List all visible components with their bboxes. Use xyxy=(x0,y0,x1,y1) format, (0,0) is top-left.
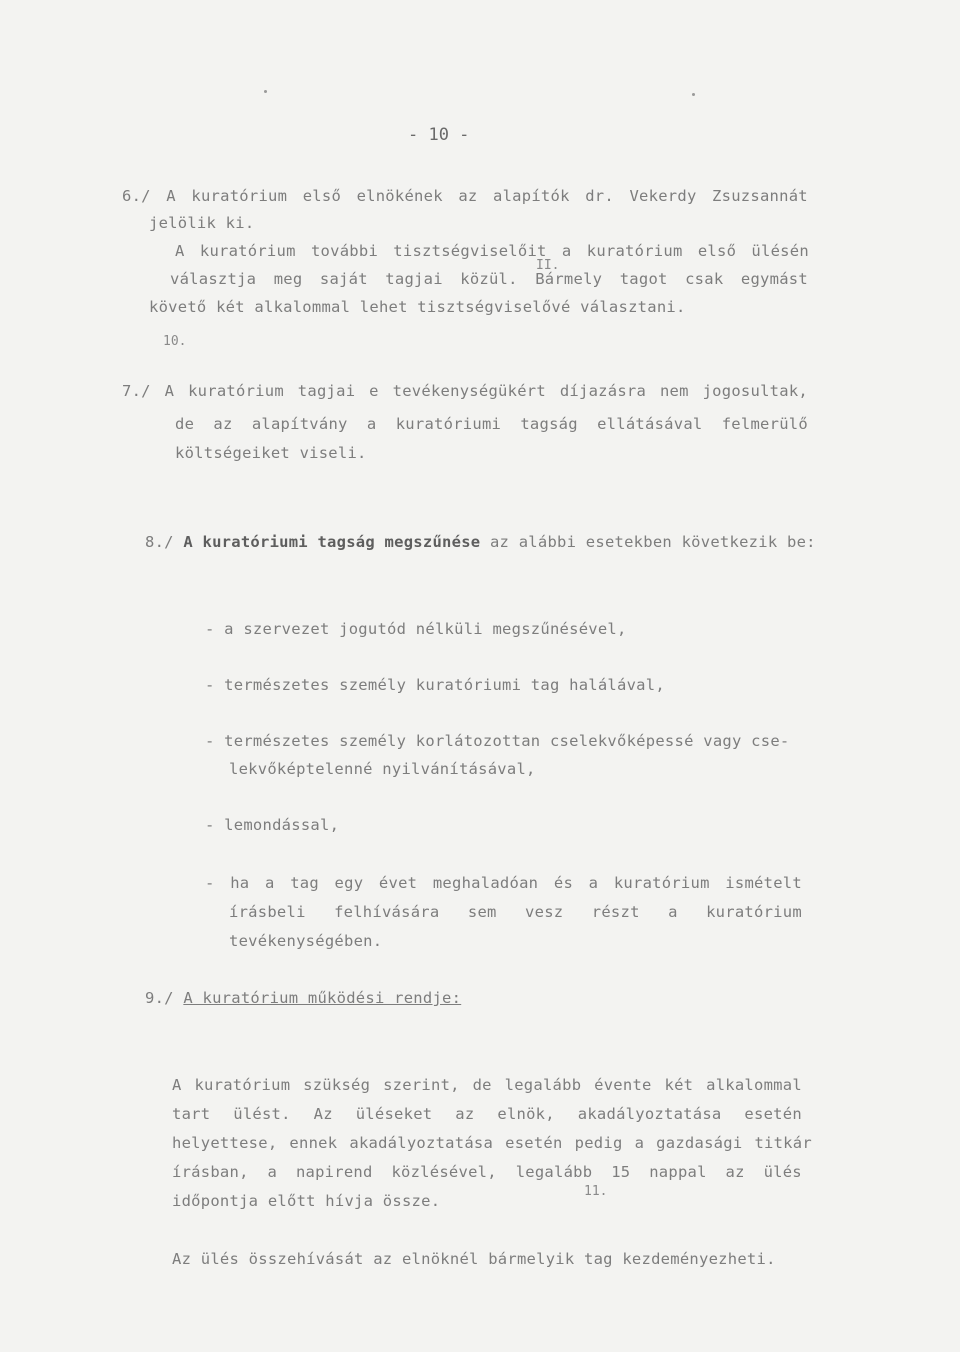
paragraph-6-line-4: választja meg saját tagjai közül. Bármely tagot csak egymást xyxy=(170,270,808,288)
handwritten-mark: II. xyxy=(536,258,560,273)
handwritten-mark: 11. xyxy=(584,1184,608,1199)
paragraph-6-line-5: követő két alkalommal lehet tisztségviselővé választani. xyxy=(149,298,686,316)
paragraph-7-line-2: de az alapítvány a kuratóriumi tagság ellátásával felmerülő xyxy=(175,415,808,433)
paragraph-8-rest: az alábbi esetekben következik be: xyxy=(480,533,816,551)
paragraph-8-heading xyxy=(145,532,816,552)
list-item: - lemondással, xyxy=(205,816,340,834)
list-item: - természetes személy kuratóriumi tag halálával, xyxy=(205,676,665,694)
paragraph-9-line-3: helyettese, ennek akadályoztatása esetén pedig a gazdasági titkár xyxy=(172,1134,812,1152)
scan-speck xyxy=(692,93,695,96)
list-item-continuation: írásbeli felhívására sem vesz részt a kuratórium xyxy=(229,903,802,921)
list-item: - a szervezet jogutód nélküli megszűnésével, xyxy=(205,620,627,638)
paragraph-9-heading xyxy=(145,988,461,1008)
list-item-continuation: lekvőképtelenné nyilvánításával, xyxy=(229,760,536,778)
paragraph-9-line-1: A kuratórium szükség szerint, de legalább évente két alkalommal xyxy=(172,1076,802,1094)
paragraph-7-line-3: költségeiket viseli. xyxy=(175,444,367,462)
paragraph-6-line-3: A kuratórium további tisztségviselőit a kuratórium első ülésén xyxy=(175,242,809,260)
paragraph-9-line-5: időpontja előtt hívja össze. xyxy=(172,1192,441,1210)
paragraph-9-number: 9./ xyxy=(145,989,184,1007)
paragraph-6-line-2: jelölik ki. xyxy=(149,214,255,232)
list-item: - ha a tag egy évet meghaladóan és a kuratórium ismételt xyxy=(205,874,802,892)
paragraph-8-number: 8./ xyxy=(145,533,184,551)
page-number: - 10 - xyxy=(408,125,470,145)
paragraph-9-title: A kuratórium működési rendje: xyxy=(183,989,462,1007)
list-item-continuation: tevékenységében. xyxy=(229,932,383,950)
paragraph-9-line-2: tart ülést. Az üléseket az elnök, akadályoztatása esetén xyxy=(172,1105,802,1123)
paragraph-9-line-4: írásban, a napirend közlésével, legalább 15 nappal az ülés xyxy=(172,1163,802,1181)
scan-speck xyxy=(264,90,267,93)
paragraph-6-line-1: 6./ A kuratórium első elnökének az alapítók dr. Vekerdy Zsuzsannát xyxy=(122,187,808,205)
list-item: - természetes személy korlátozottan cselekvőképessé vagy cse- xyxy=(205,732,790,750)
paragraph-7-line-1: 7./ A kuratórium tagjai e tevékenységükért díjazásra nem jogosultak, xyxy=(122,382,808,400)
paragraph-9-line-6: Az ülés összehívását az elnöknél bármelyik tag kezdeményezheti. xyxy=(172,1250,776,1268)
paragraph-8-bold-title: A kuratóriumi tagság megszűnése xyxy=(183,533,481,551)
handwritten-mark: 10. xyxy=(163,334,187,349)
